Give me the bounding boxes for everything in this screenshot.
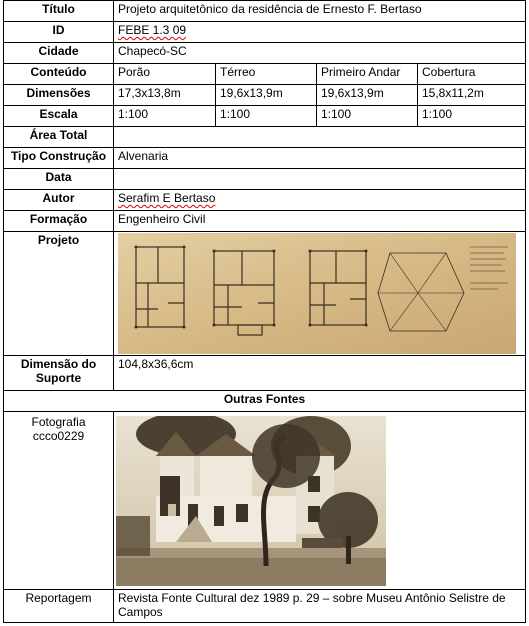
value-formacao: Engenheiro Civil: [114, 211, 526, 232]
escala-porao: 1:100: [114, 106, 216, 127]
value-autor: Serafim E Bertaso: [118, 191, 216, 205]
label-projeto: Projeto: [4, 232, 114, 356]
label-data: Data: [4, 169, 114, 190]
value-cidade: Chapecó-SC: [114, 43, 526, 64]
row-area-total: [4, 127, 526, 148]
architectural-plan-image: [118, 233, 516, 354]
row-data: [4, 169, 526, 190]
label-id: ID: [4, 22, 114, 43]
label-dimensoes: Dimensões: [4, 85, 114, 106]
value-tipo-construcao: Alvenaria: [114, 148, 526, 169]
label-outras-fontes: Outras Fontes: [4, 391, 526, 412]
row-formacao: [4, 211, 526, 232]
escala-cobertura: 1:100: [418, 106, 526, 127]
row-fotografia: [4, 412, 526, 590]
row-titulo: [4, 1, 526, 22]
dimensao-terreo: 19,6x13,9m: [216, 85, 317, 106]
conteudo-terreo: Térreo: [216, 64, 317, 85]
label-cidade: Cidade: [4, 43, 114, 64]
label-area-total: Área Total: [4, 127, 114, 148]
escala-primeiro-andar: 1:100: [317, 106, 418, 127]
label-conteudo: Conteúdo: [4, 64, 114, 85]
label-autor: Autor: [4, 190, 114, 211]
label-escala: Escala: [4, 106, 114, 127]
dimensao-porao: 17,3x13,8m: [114, 85, 216, 106]
dimensao-cobertura: 15,8x11,2m: [418, 85, 526, 106]
value-titulo: Projeto arquitetônico da residência de Ernesto F. Bertaso: [114, 1, 526, 22]
row-outras-fontes: [4, 391, 526, 412]
row-dimensoes: [4, 85, 526, 106]
house-photograph-image: [116, 416, 386, 586]
label-tipo-construcao: Tipo Construção: [4, 148, 114, 169]
label-titulo: Título: [4, 1, 114, 22]
row-cidade: [4, 43, 526, 64]
row-reportagem: [4, 590, 526, 623]
value-dimensao-suporte: 104,8x36,6cm: [114, 356, 526, 391]
row-projeto: [4, 232, 526, 356]
label-dimensao-suporte: Dimensão do Suporte: [4, 356, 114, 391]
value-data: [114, 169, 526, 190]
conteudo-porao: Porão: [114, 64, 216, 85]
record-table: [3, 0, 526, 623]
label-fotografia: Fotografia ccco0229: [4, 412, 114, 590]
row-conteudo: [4, 64, 526, 85]
value-id: FEBE 1.3 09: [118, 23, 187, 37]
row-tipo-construcao: [4, 148, 526, 169]
row-dimensao-suporte: [4, 356, 526, 391]
value-area-total: [114, 127, 526, 148]
dimensao-primeiro-andar: 19,6x13,9m: [317, 85, 418, 106]
row-id: [4, 22, 526, 43]
label-formacao: Formação: [4, 211, 114, 232]
row-escala: [4, 106, 526, 127]
escala-terreo: 1:100: [216, 106, 317, 127]
row-autor: [4, 190, 526, 211]
label-reportagem: Reportagem: [4, 590, 114, 623]
conteudo-primeiro-andar: Primeiro Andar: [317, 64, 418, 85]
conteudo-cobertura: Cobertura: [418, 64, 526, 85]
value-reportagem: Revista Fonte Cultural dez 1989 p. 29 – sobre Museu Antônio Selistre de Campos: [114, 590, 526, 623]
